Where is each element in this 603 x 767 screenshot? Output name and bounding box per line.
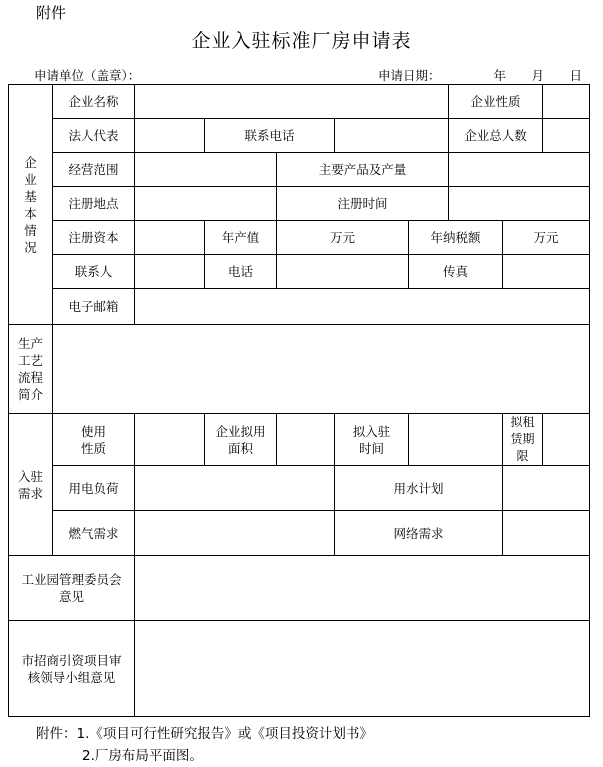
footer-attachment-2: 2.厂房布局平面图。 xyxy=(82,748,203,764)
phone-label: 电话 xyxy=(205,255,277,289)
total-staff-field[interactable] xyxy=(543,119,590,153)
planned-area-label xyxy=(205,414,277,466)
business-scope-label: 经营范围 xyxy=(53,153,135,187)
reg-capital-field[interactable] xyxy=(135,221,205,255)
main-products-field[interactable] xyxy=(449,153,590,187)
lease-term-field[interactable] xyxy=(543,414,590,466)
business-scope-field[interactable] xyxy=(135,153,277,187)
apply-date-row xyxy=(378,66,582,84)
planned-area-field[interactable] xyxy=(277,414,335,466)
apply-date-label: 申请日期： xyxy=(378,68,441,83)
power-load-field[interactable] xyxy=(135,466,335,511)
annual-tax-label: 年纳税额 xyxy=(409,221,503,255)
fax-field[interactable] xyxy=(503,255,590,289)
water-plan-label: 用水计划 xyxy=(335,466,503,511)
email-field[interactable] xyxy=(135,289,590,325)
contact-person-field[interactable] xyxy=(135,255,205,289)
footer-attachment-1: 附件：1.《项目可行性研究报告》或《项目投资计划书》 xyxy=(36,726,373,742)
gas-demand-field[interactable] xyxy=(135,511,335,556)
needs-section-label xyxy=(9,414,53,556)
fax-label: 传真 xyxy=(409,255,503,289)
company-nature-label: 企业性质 xyxy=(449,85,543,119)
city-group-field[interactable] xyxy=(135,621,590,717)
usage-nature-text: 使用性质 xyxy=(80,423,106,456)
city-group-label xyxy=(9,621,135,717)
process-field[interactable] xyxy=(53,325,590,414)
reg-place-field[interactable] xyxy=(135,187,277,221)
process-label xyxy=(9,325,53,414)
reg-capital-label: 注册资本 xyxy=(53,221,135,255)
park-committee-text: 工业园管理委员会意见 xyxy=(21,572,122,604)
annual-output-unit: 万元 xyxy=(277,221,409,255)
contact-person-label: 联系人 xyxy=(53,255,135,289)
phone-field[interactable] xyxy=(277,255,409,289)
applicant-label: 申请单位（盖章）： xyxy=(34,68,141,83)
legal-rep-field[interactable] xyxy=(135,119,205,153)
total-staff-label: 企业总人数 xyxy=(449,119,543,153)
attachment-label: 附件 xyxy=(36,4,67,22)
usage-nature-label xyxy=(53,414,135,466)
application-form-table xyxy=(8,84,590,717)
company-nature-field[interactable] xyxy=(543,85,590,119)
city-group-text: 市招商引资项目审核领导小组意见 xyxy=(21,652,122,685)
process-label-text: 生产工艺流程简介 xyxy=(17,336,43,402)
company-name-field[interactable] xyxy=(135,85,449,119)
company-name-label: 企业名称 xyxy=(53,85,135,119)
annual-output-label: 年产值 xyxy=(205,221,277,255)
planned-entry-label xyxy=(335,414,409,466)
reg-time-label: 注册时间 xyxy=(277,187,449,221)
day-label: 日 xyxy=(569,68,582,83)
network-demand-field[interactable] xyxy=(503,511,590,556)
month-label: 月 xyxy=(531,68,544,83)
water-plan-field[interactable] xyxy=(503,466,590,511)
year-label: 年 xyxy=(493,68,506,83)
main-products-label: 主要产品及产量 xyxy=(277,153,449,187)
planned-entry-field[interactable] xyxy=(409,414,503,466)
usage-nature-field[interactable] xyxy=(135,414,205,466)
park-committee-label xyxy=(9,556,135,621)
network-demand-label: 网络需求 xyxy=(335,511,503,556)
gas-demand-label: 燃气需求 xyxy=(53,511,135,556)
planned-entry-text: 拟入驻时间 xyxy=(352,423,391,456)
lease-term-label xyxy=(503,414,543,466)
contact-phone-label: 联系电话 xyxy=(205,119,335,153)
form-title: 企业入驻标准厂房申请表 xyxy=(191,30,412,52)
basic-section-label xyxy=(9,85,53,325)
planned-area-text: 企业拟用面积 xyxy=(215,423,266,456)
annual-tax-unit: 万元 xyxy=(503,221,590,255)
email-label: 电子邮箱 xyxy=(53,289,135,325)
lease-term-text: 拟租赁期限 xyxy=(510,415,535,463)
reg-time-field[interactable] xyxy=(449,187,590,221)
reg-place-label: 注册地点 xyxy=(53,187,135,221)
needs-section-text: 入驻需求 xyxy=(17,468,43,501)
park-committee-field[interactable] xyxy=(135,556,590,621)
contact-phone-field[interactable] xyxy=(335,119,449,153)
power-load-label: 用电负荷 xyxy=(53,466,135,511)
legal-rep-label: 法人代表 xyxy=(53,119,135,153)
basic-section-text: 企业基本情况 xyxy=(24,154,37,255)
